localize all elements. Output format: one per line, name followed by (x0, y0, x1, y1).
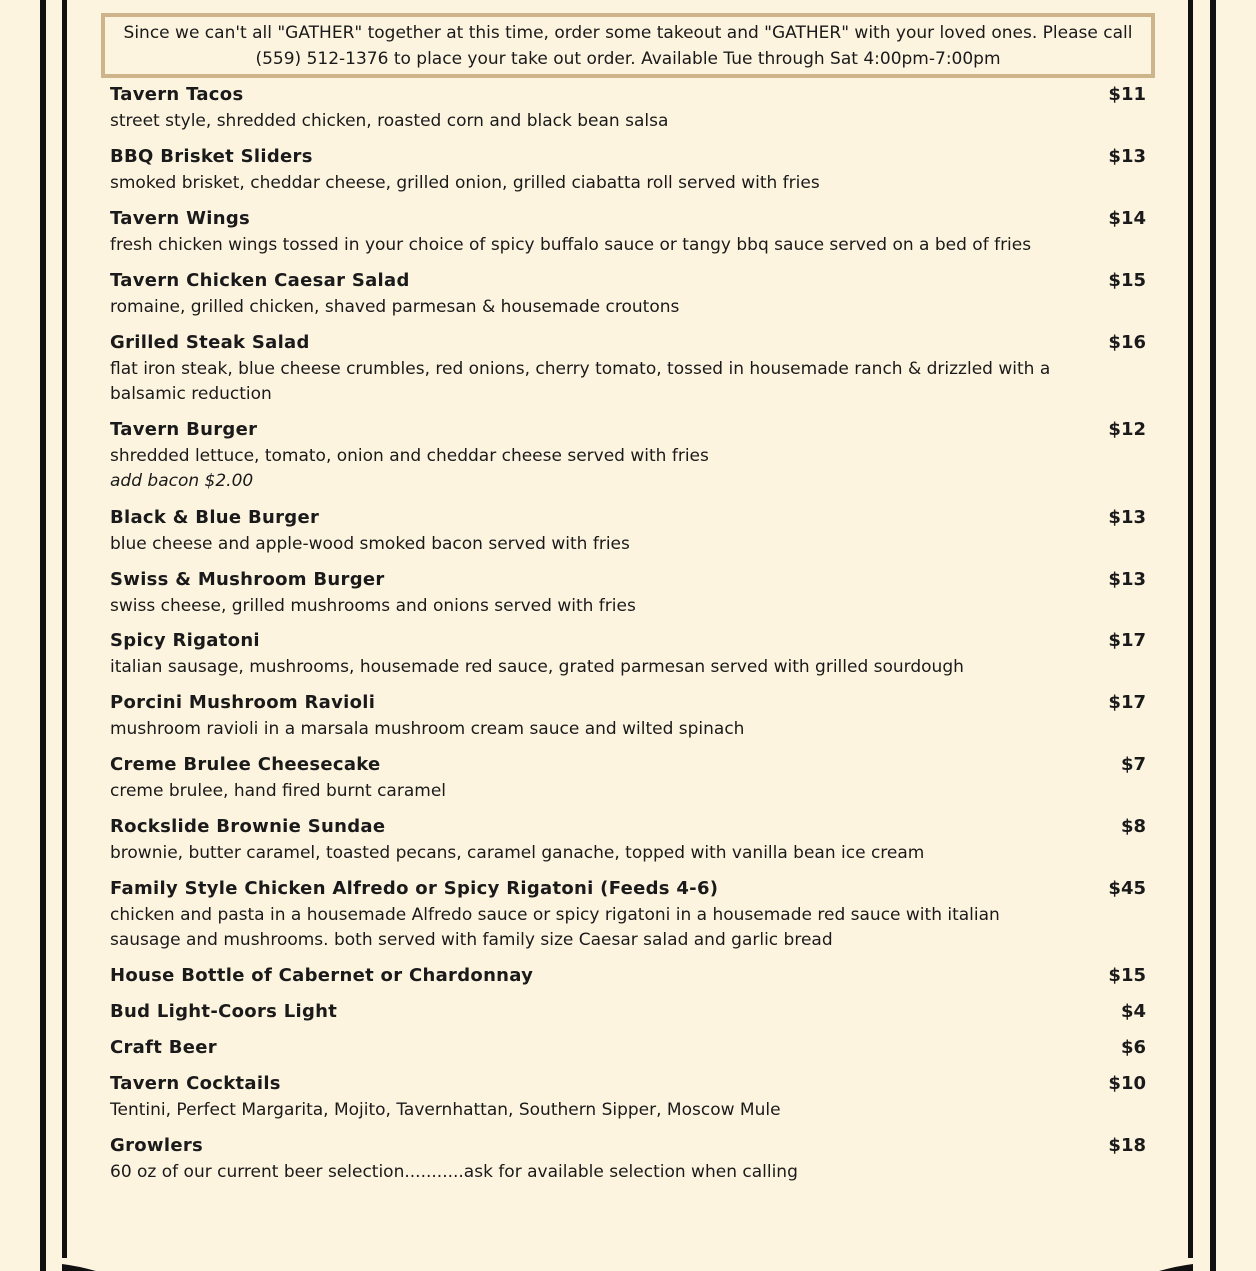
item-price: $14 (1108, 208, 1146, 229)
item-description: fresh chicken wings tossed in your choice of spicy buffalo sauce or tangy bbq sauce served on a bed of fries (110, 235, 1032, 255)
item-name: Bud Light-Coors Light (110, 1001, 338, 1022)
item-price: $45 (1108, 878, 1146, 899)
menu-item (110, 207, 1146, 258)
item-price: $15 (1108, 270, 1146, 291)
outer-frame-right (1210, 0, 1216, 1271)
item-price: $8 (1120, 816, 1146, 837)
item-price: $13 (1108, 569, 1146, 590)
menu-item (110, 1000, 1146, 1024)
menu-item (110, 629, 1146, 680)
item-price: $17 (1108, 630, 1146, 651)
item-description: flat iron steak, blue cheese crumbles, red onions, cherry tomato, tossed in housemade ranch & drizzled with a balsamic reduction (110, 359, 1051, 404)
item-name: Family Style Chicken Alfredo or Spicy Rigatoni (Feeds 4-6) (110, 878, 719, 899)
takeout-notice (101, 13, 1155, 78)
item-name: Tavern Chicken Caesar Salad (110, 270, 410, 291)
item-price: $17 (1108, 692, 1146, 713)
menu-item (110, 753, 1146, 804)
menu-item (110, 83, 1146, 134)
item-name: Black & Blue Burger (110, 507, 320, 528)
item-description: creme brulee, hand fired burnt caramel (110, 781, 446, 801)
menu-item (110, 1036, 1146, 1060)
item-description: italian sausage, mushrooms, housemade red sauce, grated parmesan served with grilled sourdough (110, 657, 964, 677)
item-name: Tavern Tacos (110, 84, 244, 105)
item-name: Swiss & Mushroom Burger (110, 569, 385, 590)
item-description: blue cheese and apple-wood smoked bacon served with fries (110, 534, 630, 554)
item-description: mushroom ravioli in a marsala mushroom cream sauce and wilted spinach (110, 719, 745, 739)
item-price: $13 (1108, 146, 1146, 167)
item-price: $10 (1108, 1073, 1146, 1094)
item-description: brownie, butter caramel, toasted pecans, caramel ganache, topped with vanilla bean ice cream (110, 843, 925, 863)
item-name: Craft Beer (110, 1037, 217, 1058)
menu-item (110, 418, 1146, 494)
item-name: Tavern Cocktails (110, 1073, 281, 1094)
menu-item (110, 1072, 1146, 1123)
item-description: street style, shredded chicken, roasted corn and black bean salsa (110, 111, 669, 131)
item-description: romaine, grilled chicken, shaved parmesan & housemade croutons (110, 297, 680, 317)
menu-item (110, 1134, 1146, 1185)
menu-item (110, 815, 1146, 866)
item-description: smoked brisket, cheddar cheese, grilled onion, grilled ciabatta roll served with fries (110, 173, 820, 193)
item-name: Grilled Steak Salad (110, 332, 310, 353)
item-name: Porcini Mushroom Ravioli (110, 692, 376, 713)
item-price: $18 (1108, 1135, 1146, 1156)
menu-item (110, 145, 1146, 196)
item-name: Growlers (110, 1135, 204, 1156)
bottom-frame-ornament (0, 1250, 1256, 1271)
menu-item (110, 506, 1146, 557)
item-price: $16 (1108, 332, 1146, 353)
item-description: Tentini, Perfect Margarita, Mojito, Tavernhattan, Southern Sipper, Moscow Mule (110, 1100, 781, 1120)
item-price: $7 (1120, 754, 1146, 775)
item-price: $13 (1108, 507, 1146, 528)
item-description: shredded lettuce, tomato, onion and cheddar cheese served with fries (110, 446, 709, 466)
item-price: $11 (1108, 84, 1146, 105)
item-name: Creme Brulee Cheesecake (110, 754, 381, 775)
item-price: $6 (1120, 1037, 1146, 1058)
menu-item (110, 568, 1146, 619)
inner-frame-right (1188, 0, 1193, 1258)
item-name: BBQ Brisket Sliders (110, 146, 313, 167)
item-price: $4 (1120, 1001, 1146, 1022)
item-price: $15 (1108, 965, 1146, 986)
menu-item (110, 691, 1146, 742)
item-price: $12 (1108, 419, 1146, 440)
item-description: chicken and pasta in a housemade Alfredo sauce or spicy rigatoni in a housemade red sauce with italian sausage and mushrooms. both served with family size Caesar salad and garlic bread (110, 905, 1000, 950)
item-description: 60 oz of our current beer selection...........ask for available selection when calling (110, 1162, 798, 1182)
menu-item (110, 964, 1146, 988)
item-addon: add bacon $2.00 (110, 471, 254, 491)
item-name: Tavern Burger (110, 419, 258, 440)
inner-frame-left (62, 0, 67, 1258)
item-name: Rockslide Brownie Sundae (110, 816, 386, 837)
item-description: swiss cheese, grilled mushrooms and onions served with fries (110, 596, 636, 616)
item-name: House Bottle of Cabernet or Chardonnay (110, 965, 534, 986)
menu-item (110, 877, 1146, 953)
outer-frame-left (40, 0, 46, 1271)
takeout-notice-text: Since we can't all "GATHER" together at this time, order some takeout and "GATHER" with your loved ones. Please call (559) 512-1376 to place your take out order. Available Tue through Sat 4:00pm-7:00pm (123, 22, 1133, 69)
menu-item (110, 269, 1146, 320)
item-name: Spicy Rigatoni (110, 630, 260, 651)
menu-item (110, 331, 1146, 407)
item-name: Tavern Wings (110, 208, 251, 229)
